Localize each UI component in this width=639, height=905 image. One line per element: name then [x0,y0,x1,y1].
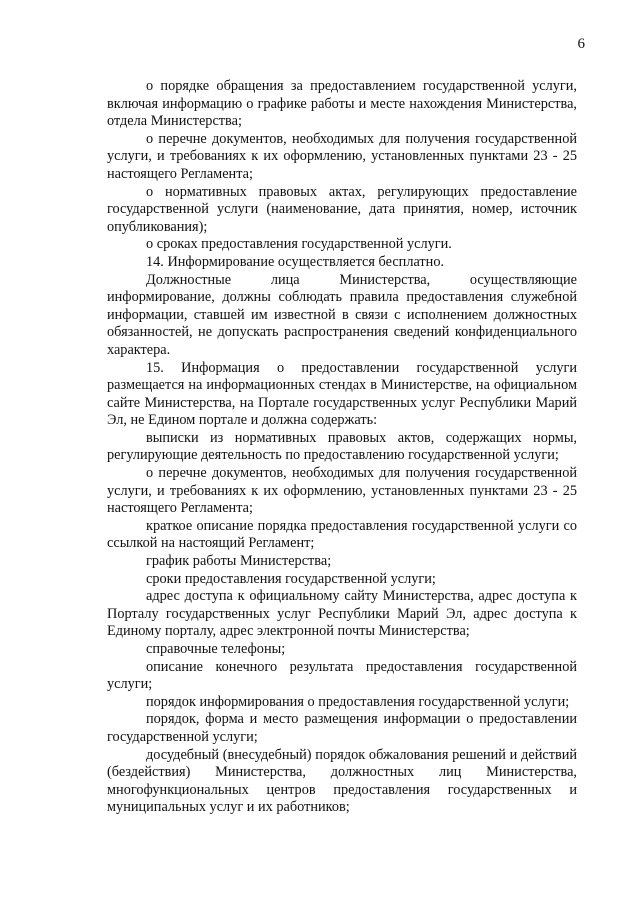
paragraph: график работы Министерства; [146,553,332,570]
paragraph: 14. Информирование осуществляется бесплатно. [146,253,445,270]
paragraph: 15. Информация о предоставлении государственной услуги размещается на информационных стендах в Министерстве, на официальном сайте Министерства, на Портале государственных услуг Республики Марий Эл, не Едином портале и должна содержать: [107,359,577,429]
paragraph: о нормативных правовых актах, регулирующих предоставление государственной услуги (наименование, дата принятия, номер, источник опубликования); [107,183,577,235]
paragraph: краткое описание порядка предоставления государственной услуги со ссылкой на настоящий Регламент; [107,517,577,552]
paragraph: выписки из нормативных правовых актов, содержащих нормы, регулирующие деятельность по предоставлению государственной услуги; [107,429,577,464]
paragraph: о порядке обращения за предоставлением государственной услуги, включая информацию о графике работы и месте нахождения Министерства, отдела Министерства; [107,78,577,130]
paragraph: адрес доступа к официальному сайту Министерства, адрес доступа к Порталу государственных услуг Республики Марий Эл, адрес доступа к Единому порталу, адрес электронной почты Министерства; [107,588,577,640]
document-body [107,78,577,817]
paragraph: о сроках предоставления государственной услуги. [146,236,452,253]
paragraph: досудебный (внесудебный) порядок обжалования решений и действий (бездействия) Министерства, должностных лиц Министерства, многофункциональных центров предоставления государственных и муниципальных услуг и их работников; [107,746,577,816]
page-number: 6 [577,36,585,52]
paragraph: Должностные лица Министерства, осуществляющие информирование, должны соблюдать правила предоставления служебной информации, ставшей им известной в связи с исполнением должностных обязанностей, не допускать распространения сведений конфиденциального характера. [107,271,577,358]
paragraph: порядок, форма и место размещения информации о предоставлении государственной услуги; [107,711,577,745]
paragraph: описание конечного результата предоставления государственной услуги; [107,658,577,693]
paragraph: о перечне документов, необходимых для получения государственной услуги, и требованиях к их оформлению, установленных пунктами 23 - 25 настоящего Регламента; [107,465,577,517]
paragraph: сроки предоставления государственной услуги; [146,570,436,587]
paragraph: справочные телефоны; [146,641,286,657]
paragraph: о перечне документов, необходимых для получения государственной услуги, и требованиях к их оформлению, установленных пунктами 23 - 25 настоящего Регламента; [107,130,577,182]
paragraph: порядок информирования о предоставления государственной услуги; [146,693,570,710]
